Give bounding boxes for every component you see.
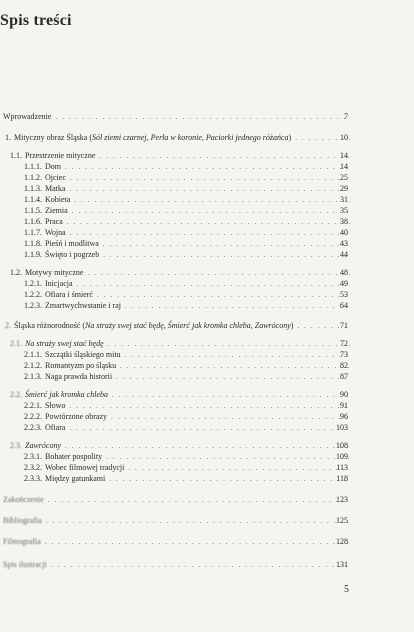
toc-entry-page: 113 xyxy=(336,463,348,472)
toc-entry-number: 1.1.9. xyxy=(24,250,42,259)
toc-entry-number: 1.1.2. xyxy=(24,173,42,182)
toc-entry xyxy=(0,559,354,571)
toc-entry-page: 14 xyxy=(340,151,348,160)
toc-entry xyxy=(0,111,354,123)
toc-entry-number: 2.2.1. xyxy=(24,401,42,410)
toc-entry xyxy=(0,494,354,506)
toc-entry-page: 53 xyxy=(340,290,348,299)
toc-entry-number: 1.2.3. xyxy=(24,301,42,310)
toc-entry-title: Między gatunkami xyxy=(45,474,106,483)
toc-entry-number: 1.1.1. xyxy=(24,162,42,171)
toc-entry-title: Ojciec xyxy=(45,173,66,182)
toc-entry-page: 96 xyxy=(340,412,348,421)
toc-entry-page: 131 xyxy=(336,560,348,569)
toc-entry-title: Naga prawda historii xyxy=(45,372,113,381)
toc-entry-title: Inicjacja xyxy=(45,279,73,288)
toc-entry-page: 25 xyxy=(340,173,348,182)
toc-entry-page: 103 xyxy=(336,423,348,432)
toc-entry-page: 29 xyxy=(340,184,348,193)
dot-leader xyxy=(109,473,350,485)
toc-entry-page: 40 xyxy=(340,228,348,237)
toc-entry-number: 2.3.2. xyxy=(24,463,42,472)
toc-entry-page: 35 xyxy=(340,206,348,215)
toc-entry-number: 1.1.5. xyxy=(24,206,42,215)
toc-entry-page: 109 xyxy=(336,452,348,461)
toc-entry-number: 1.2.1. xyxy=(24,279,42,288)
toc-entry-page: 7 xyxy=(344,112,348,121)
toc-entry-title: Na straży swej stać będę xyxy=(25,339,104,348)
toc-entry-number: 2.2.2. xyxy=(24,412,42,421)
dot-leader xyxy=(116,371,350,383)
toc-entry-title: Bohater pospolity xyxy=(45,452,103,461)
toc-entry-page: 31 xyxy=(340,195,348,204)
toc-entry-number: 2.3.3. xyxy=(24,474,42,483)
dot-leader xyxy=(125,300,350,312)
toc-entry-page: 128 xyxy=(336,537,348,546)
toc-entry-title: Zawrócony xyxy=(25,441,61,450)
toc-entry-title: Matka xyxy=(45,184,66,193)
toc-entry-page: 64 xyxy=(340,301,348,310)
toc-entry-page: 71 xyxy=(340,321,348,330)
toc-entry-title: Praca xyxy=(45,217,63,226)
toc-entry-title: Zakończenie xyxy=(3,495,44,504)
dot-leader xyxy=(51,559,350,571)
dot-leader xyxy=(103,249,350,261)
toc-entry xyxy=(0,515,354,527)
toc-entry-title: Ofiara i śmierć xyxy=(45,290,93,299)
toc-entry xyxy=(0,371,354,383)
page-number: 5 xyxy=(344,584,349,595)
toc-entry-page: 49 xyxy=(340,279,348,288)
toc-entry-page: 14 xyxy=(340,162,348,171)
toc-entry-number: 2.3. xyxy=(10,441,22,450)
toc-entry xyxy=(0,473,354,485)
toc-entry-number: 2. xyxy=(5,321,11,330)
toc-entry-title: Święto i pogrzeb xyxy=(45,250,100,259)
toc-entry-title: Wprowadzenie xyxy=(3,112,52,121)
toc-entry-number: 2.2. xyxy=(10,390,22,399)
toc-entry-page: 44 xyxy=(340,250,348,259)
toc-entry-number: 1. xyxy=(5,133,11,142)
toc-entry xyxy=(0,536,354,548)
dot-leader xyxy=(45,536,350,548)
toc-entry-page: 91 xyxy=(340,401,348,410)
toc-entry xyxy=(0,320,354,332)
toc-entry-title: Słowo xyxy=(45,401,66,410)
toc-entry-title: Filmografia xyxy=(3,537,41,546)
toc-entry-title: Wobec filmowej tradycji xyxy=(45,463,125,472)
toc-entry-title: Spis ilustracji xyxy=(3,560,47,569)
toc-entry-page: 118 xyxy=(336,474,348,483)
toc-entry-number: 2.1. xyxy=(10,339,22,348)
toc-entry-number: 1.1.7. xyxy=(24,228,42,237)
toc-entry-number: 2.1.2. xyxy=(24,361,42,370)
toc-entry-page: 123 xyxy=(336,495,348,504)
toc-entry-title: Pieśń i modlitwa xyxy=(45,239,99,248)
toc-entry-page: 87 xyxy=(340,372,348,381)
dot-leader xyxy=(46,515,350,527)
toc-entry-title: Wojna xyxy=(45,228,66,237)
toc-entry-page: 38 xyxy=(340,217,348,226)
toc-entry-page: 108 xyxy=(336,441,348,450)
toc-entry-page: 90 xyxy=(340,390,348,399)
dot-leader xyxy=(48,494,350,506)
toc-entry-title: Ziemia xyxy=(45,206,68,215)
toc-entry-page: 82 xyxy=(340,361,348,370)
toc-entry xyxy=(0,249,354,261)
toc-entry-title: Zmartwychwstanie i raj xyxy=(45,301,121,310)
toc-entry-title: Ofiara xyxy=(45,423,66,432)
toc-entry-number: 1.1. xyxy=(10,151,22,160)
page-title: Spis treści xyxy=(0,12,72,29)
toc-entry-number: 2.1.1. xyxy=(24,350,42,359)
toc-entry-number: 1.2.2. xyxy=(24,290,42,299)
toc-entry xyxy=(0,422,354,434)
toc-entry-title: Bibliografia xyxy=(3,516,42,525)
toc-entry xyxy=(0,300,354,312)
toc-entry-title: Romantyzm po śląsku xyxy=(45,361,117,370)
toc-entry-number: 2.3.1. xyxy=(24,452,42,461)
toc-entry-title: Dom xyxy=(45,162,61,171)
toc-entry-number: 1.1.8. xyxy=(24,239,42,248)
dot-leader xyxy=(55,111,350,123)
toc-entry-page: 72 xyxy=(340,339,348,348)
toc-entry-title: Kobieta xyxy=(45,195,71,204)
toc-entry-page: 10 xyxy=(340,133,348,142)
toc-entry-page: 125 xyxy=(336,516,348,525)
toc-entry-number: 1.1.6. xyxy=(24,217,42,226)
toc-entry-number: 1.1.3. xyxy=(24,184,42,193)
toc-entry-title: Powtórzone obrazy xyxy=(45,412,107,421)
toc-entry-page: 48 xyxy=(340,268,348,277)
toc-entry-title: Mityczny obraz Śląska (Sól ziemi czarnej, Perła w koronie, Paciorki jednego różańca) xyxy=(14,133,292,142)
toc-entry-title: Śmierć jak kromka chleba xyxy=(25,390,109,399)
toc-entry-title: Szczątki śląskiego mitu xyxy=(45,350,121,359)
dot-leader xyxy=(69,422,350,434)
toc-entry-number: 2.1.3. xyxy=(24,372,42,381)
toc-entry xyxy=(0,132,354,144)
toc-entry-page: 73 xyxy=(340,350,348,359)
toc-entry-title: Śląska różnorodność (Na straży swej stać będę, Śmierć jak kromka chleba, Zawrócony) xyxy=(14,321,294,330)
toc-entry-number: 1.2. xyxy=(10,268,22,277)
toc-entry-title: Przestrzenie mityczne xyxy=(25,151,96,160)
toc-entry-page: 43 xyxy=(340,239,348,248)
toc-entry-number: 2.2.3. xyxy=(24,423,42,432)
toc-entry-number: 1.1.4. xyxy=(24,195,42,204)
toc-entry-title: Motywy mityczne xyxy=(25,268,84,277)
